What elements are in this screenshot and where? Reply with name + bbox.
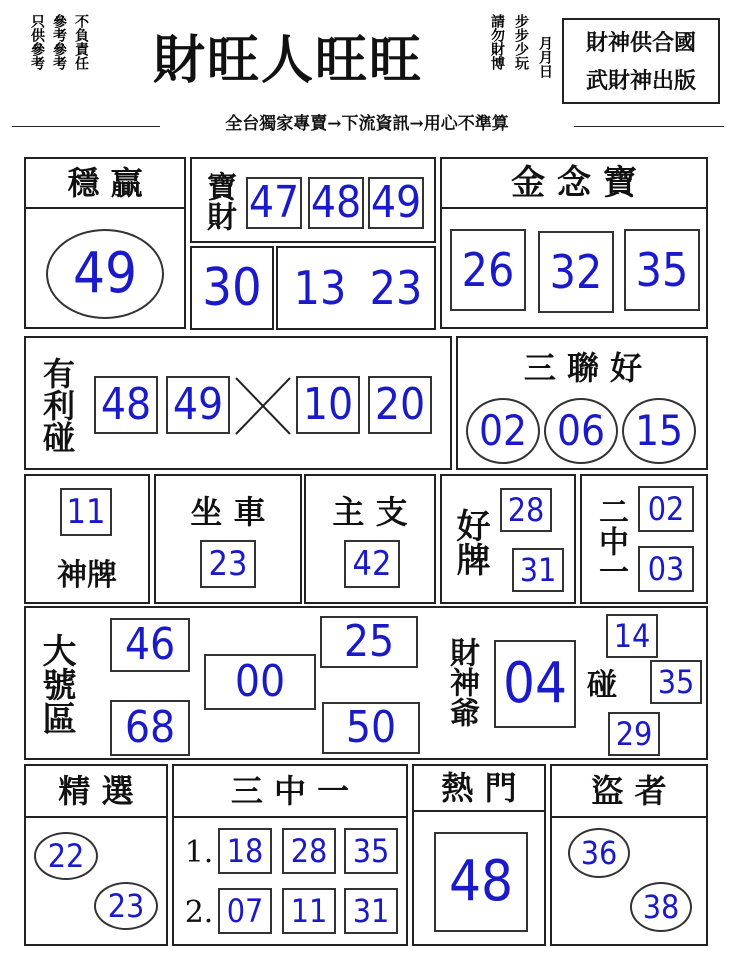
caishenye-number: 04 <box>494 640 576 728</box>
sanzhongyi-row2-num-2: 11 <box>282 888 336 934</box>
haopai-box <box>440 474 576 604</box>
sanlianhao-num-1: 02 <box>466 398 540 464</box>
sanzhongyi-row1-num-3: 35 <box>344 828 398 874</box>
wenying-label: 穩 贏 <box>26 159 184 209</box>
caishenye-peng-3: 29 <box>608 712 660 756</box>
dahaoqu-num-68: 68 <box>110 700 190 756</box>
disclaimer-col2: 參考參考 <box>51 14 67 70</box>
baocai-big-box <box>190 246 274 330</box>
publisher-line2: 武財神出版 <box>585 68 696 94</box>
youlipeng-left-2: 49 <box>166 376 230 434</box>
zhuzhi-label: 主 支 <box>332 493 408 531</box>
youlipeng-right-2: 20 <box>368 376 432 434</box>
dahaoqu-num-50: 50 <box>322 702 420 754</box>
sanzhongyi-row2-index: 2. <box>184 895 214 930</box>
baocai-num-3: 49 <box>368 177 424 229</box>
sanzhongyi-row1-num-2: 28 <box>282 828 336 874</box>
jingxuan-num-1: 22 <box>34 832 98 880</box>
sanzhongyi-row1-num-1: 18 <box>218 828 272 874</box>
sanlianhao-num-2: 06 <box>544 398 618 464</box>
baocai-pair-2: 23 <box>369 261 423 315</box>
wenying-box <box>24 157 186 329</box>
dahaoqu-box <box>24 606 708 760</box>
shenpai-box <box>24 474 150 604</box>
erzhongyi-label: 二中一 <box>593 496 628 586</box>
daozhe-label: 盜 者 <box>552 766 706 818</box>
zuoche-box <box>154 474 302 604</box>
publisher-line1: 財神供合國 <box>585 30 696 56</box>
caishenye-peng-2: 35 <box>650 660 702 704</box>
slogan-line-left <box>12 126 160 127</box>
baocai-pair-1: 13 <box>293 261 347 315</box>
warning-col1: 請勿財博 <box>489 14 505 70</box>
shenpai-label: 神牌 <box>57 558 117 593</box>
haopai-num-2: 31 <box>512 548 564 592</box>
zhuzhi-box <box>304 474 436 604</box>
remen-box <box>412 764 546 946</box>
slogan-line-right <box>574 126 724 127</box>
sanzhongyi-row2-num-3: 31 <box>344 888 398 934</box>
baocai-label: 寶財 <box>201 171 236 231</box>
remen-label: 熱 門 <box>414 766 544 812</box>
youlipeng-left-1: 48 <box>94 376 158 434</box>
youlipeng-label: 有利碰 <box>38 357 76 453</box>
jingxuan-label: 精 選 <box>26 766 166 818</box>
erzhongyi-num-1: 02 <box>638 486 694 532</box>
jinnianbao-box <box>440 157 708 329</box>
dahaoqu-label: 大號區 <box>36 633 76 735</box>
sanlianhao-label: 三 聯 好 <box>523 349 643 387</box>
publisher-box <box>562 18 720 104</box>
disclaimer-col3: 不負責任 <box>73 14 89 70</box>
slogan: 全台獨家專賣→下流資訊→用心不準算 <box>225 113 509 134</box>
baocai-box <box>190 157 436 243</box>
daozhe-box <box>550 764 708 946</box>
sanzhongyi-label: 三 中 一 <box>174 766 406 818</box>
warning-col2: 步步少玩 <box>513 14 529 70</box>
sanzhongyi-row1-index: 1. <box>184 835 214 870</box>
dahaoqu-num-46: 46 <box>110 618 190 672</box>
haopai-num-1: 28 <box>500 488 552 532</box>
jinnianbao-num-1: 26 <box>450 229 526 311</box>
zuoche-number: 23 <box>200 540 256 588</box>
page-title: 財旺人旺旺 <box>152 30 423 91</box>
jinnianbao-num-2: 32 <box>538 231 614 313</box>
dahaoqu-num-00: 00 <box>204 654 316 710</box>
sanlianhao-box <box>456 336 708 470</box>
dahaoqu-num-25: 25 <box>320 616 418 668</box>
daozhe-num-2: 38 <box>630 882 692 932</box>
warning-col3: 月月日 <box>537 36 553 78</box>
youlipeng-right-1: 10 <box>296 376 360 434</box>
caishenye-peng-label: 碰 <box>587 668 617 703</box>
caishenye-peng-1: 14 <box>606 614 658 658</box>
remen-number: 48 <box>434 832 528 932</box>
sanzhongyi-box <box>172 764 408 946</box>
disclaimer-col1: 只供參考 <box>29 14 45 70</box>
jinnianbao-label: 金 念 寶 <box>442 159 706 209</box>
sanlianhao-num-3: 15 <box>622 398 696 464</box>
jingxuan-num-2: 23 <box>94 882 158 930</box>
erzhongyi-box <box>580 474 708 604</box>
jinnianbao-num-3: 35 <box>624 229 700 311</box>
shenpai-number: 11 <box>60 488 112 536</box>
baocai-pair-box <box>276 246 436 330</box>
youlipeng-box <box>24 336 452 470</box>
wenying-number: 49 <box>46 229 164 319</box>
baocai-big-number: 30 <box>202 258 262 318</box>
baocai-num-2: 48 <box>308 177 364 229</box>
jingxuan-box <box>24 764 168 946</box>
haopai-label: 好牌 <box>450 508 490 576</box>
zhuzhi-number: 42 <box>344 540 400 588</box>
erzhongyi-num-2: 03 <box>638 546 694 592</box>
sanzhongyi-row2-num-1: 07 <box>218 888 272 934</box>
zuoche-label: 坐 車 <box>190 493 266 531</box>
cross-icon <box>232 374 294 438</box>
baocai-num-1: 47 <box>246 177 302 229</box>
caishenye-label: 財神爺 <box>444 637 479 727</box>
daozhe-num-1: 36 <box>568 828 630 878</box>
